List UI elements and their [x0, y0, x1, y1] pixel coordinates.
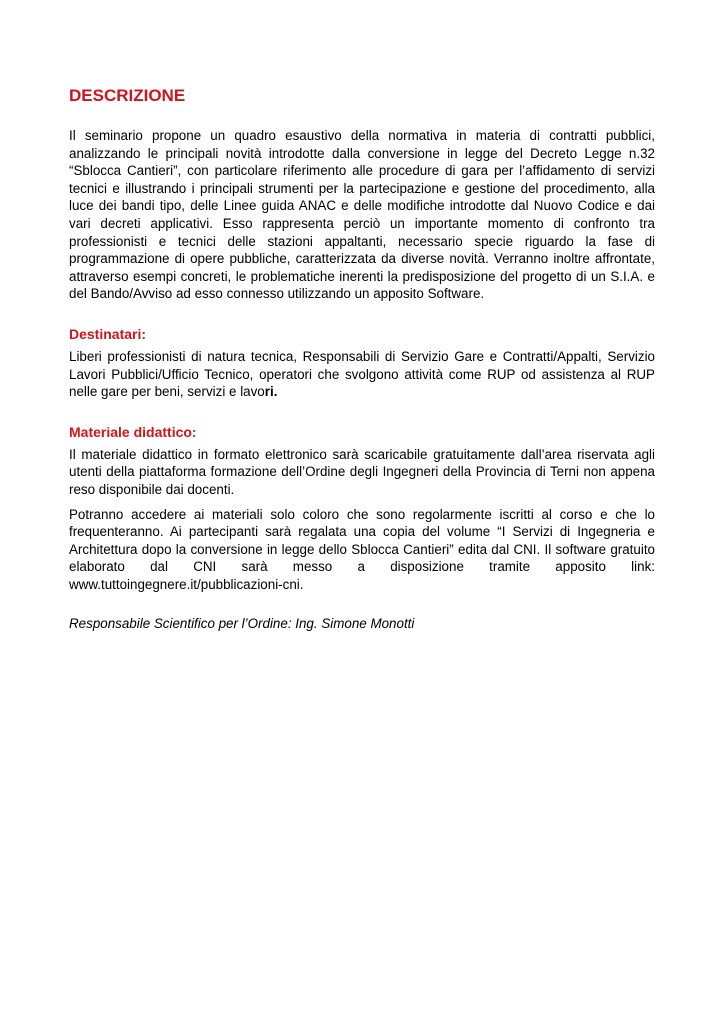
section-heading-materiale: Materiale didattico:	[69, 423, 197, 440]
scientific-lead-signature: Responsabile Scientifico per l’Ordine: Ing. Simone Monotti	[69, 616, 415, 632]
destinatari-text: Liberi professionisti di natura tecnica, Responsabili di Servizio Gare e Contratti/Appalti, Servizio Lavori Pubblici/Ufficio Tecnico, operatori che svolgono attività come RUP od assistenza al RUP nelle gare per beni, servizi e lavo	[69, 348, 655, 400]
section-heading-descrizione: DESCRIZIONE	[69, 86, 186, 105]
destinatari-paragraph	[69, 348, 655, 401]
materiale-paragraph-2: Potranno accedere ai materiali solo coloro che sono regolarmente iscritti al corso e che lo frequenteranno. Ai partecipanti sarà regalata una copia del volume “I Servizi di Ingegneria e Architettura dopo la conversione in legge dello Sblocca Cantieri” edita dal CNI. Il software gratuito elaborato dal CNI sarà messo a disposizione tramite apposito link: www.tuttoingegnere.it/pubblicazioni-cni.	[69, 506, 655, 592]
description-paragraph: Il seminario propone un quadro esaustivo della normativa in materia di contratti pubblici, analizzando le principali novità introdotte dalla conversione in legge del Decreto Legge n.32 “Sblocca Cantieri”, con particolare riferimento alle procedure di gara per l’affidamento di servizi tecnici e illustrando i principali strumenti per la partecipazione e gestione del procedimento, alla luce dei bandi tipo, delle Linee guida ANAC e delle modifiche introdotte dal Nuovo Codice e dai vari decreti applicativi. Esso rappresenta perciò un importante momento di confronto tra professionisti e tecnici delle stazioni appaltanti, necessario specie riguardo la fase di programmazione di opere pubbliche, caratterizzata da diverse novità. Verranno inoltre affrontate, attraverso esempi concreti, le problematiche inerenti la predisposizione del progetto di un S.I.A. e del Bando/Avviso ad esso connesso utilizzando un apposito Software.	[69, 128, 655, 302]
section-spacer	[69, 303, 655, 325]
section-spacer	[69, 401, 655, 423]
destinatari-text-bold-tail: ri.	[264, 384, 278, 400]
paragraph-spacer	[69, 499, 655, 506]
materiale-paragraph-1: Il materiale didattico in formato elettronico sarà scaricabile gratuitamente dall’area riservata agli utenti della piattaforma formazione dell’Ordine degli Ingegneri della Provincia di Terni non appena reso disponibile dai docenti.	[69, 446, 655, 497]
section-spacer	[69, 593, 655, 615]
section-heading-destinatari: Destinatari:	[69, 325, 147, 342]
document-page	[69, 84, 655, 633]
